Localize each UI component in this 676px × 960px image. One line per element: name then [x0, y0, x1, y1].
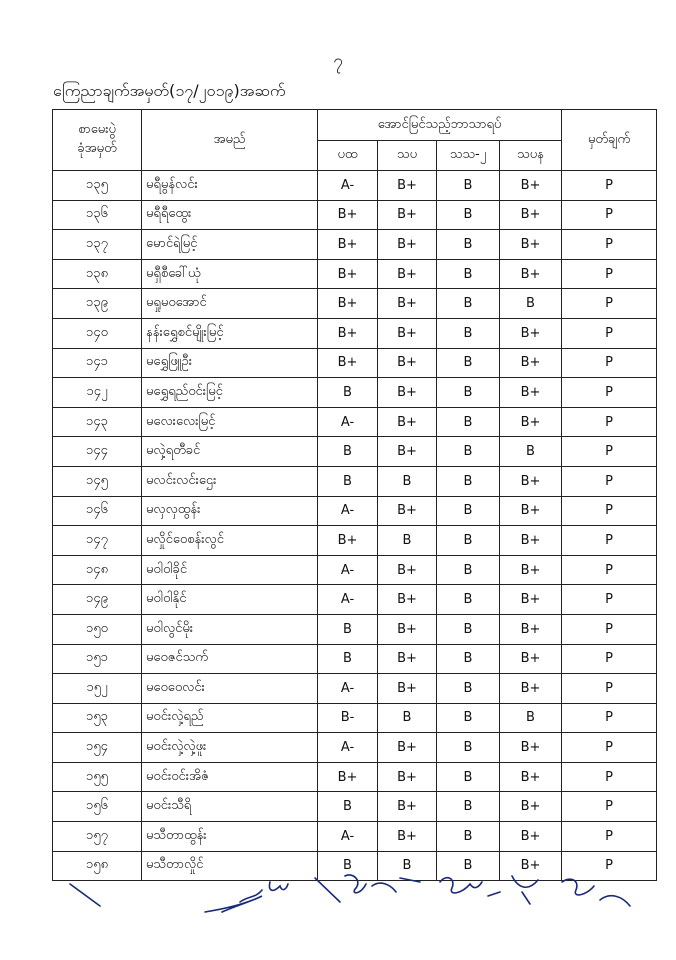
- results-table: [52, 109, 657, 881]
- grade-cell: B: [437, 792, 500, 822]
- roll-number-cell: ၁၄၁: [53, 348, 142, 378]
- remark-cell: P: [562, 703, 657, 733]
- roll-number-cell: ၁၄၂: [53, 378, 142, 408]
- grade-cell: B+: [378, 674, 437, 704]
- remark-cell: P: [562, 644, 657, 674]
- student-name-cell: မဝင်းဝင်းအိဇံ: [142, 762, 318, 792]
- grade-cell: B+: [500, 733, 562, 763]
- grade-cell: B+: [378, 200, 437, 230]
- grade-cell: B+: [500, 526, 562, 556]
- grade-cell: B: [437, 407, 500, 437]
- grade-cell: B: [437, 171, 500, 201]
- announcement-heading: ကြေညာချက်အမှတ်(၁၇/၂၀၁၉)အဆက်: [53, 81, 286, 100]
- grade-cell: B+: [500, 555, 562, 585]
- remark-cell: P: [562, 200, 657, 230]
- grade-cell: B+: [500, 585, 562, 615]
- table-row: [53, 171, 657, 201]
- remark-cell: P: [562, 407, 657, 437]
- student-name-cell: မသီတာထွန်း: [142, 822, 318, 852]
- grade-cell: B+: [500, 822, 562, 852]
- grade-cell: B: [437, 851, 500, 881]
- grade-cell: B+: [378, 230, 437, 260]
- grade-cell: B+: [318, 230, 378, 260]
- table-row: [53, 792, 657, 822]
- grade-cell: B: [500, 289, 562, 319]
- results-table-body: [53, 171, 657, 881]
- student-name-cell: မဝါဝါခိုင်: [142, 555, 318, 585]
- grade-cell: B: [437, 466, 500, 496]
- table-row: [53, 703, 657, 733]
- grade-cell: B: [437, 822, 500, 852]
- grade-cell: B: [500, 437, 562, 467]
- grade-cell: B: [318, 378, 378, 408]
- student-name-cell: မရီမွန်လင်း: [142, 171, 318, 201]
- grade-cell: B+: [318, 526, 378, 556]
- grade-cell: B: [318, 851, 378, 881]
- grade-cell: B+: [500, 614, 562, 644]
- student-name-cell: မလေးလေးမြင့်: [142, 407, 318, 437]
- roll-number-cell: ၁၃၈: [53, 259, 142, 289]
- grade-cell: A-: [318, 822, 378, 852]
- name-header: အမည်: [142, 110, 318, 171]
- grade-cell: B-: [318, 703, 378, 733]
- grade-cell: B: [437, 555, 500, 585]
- grade-cell: B: [437, 318, 500, 348]
- roll-number-cell: ၁၅၁: [53, 644, 142, 674]
- roll-number-cell: ၁၄၆: [53, 496, 142, 526]
- grade-cell: B+: [378, 644, 437, 674]
- student-name-cell: မဝင်းလှဲ့လှဲ့ဖူး: [142, 733, 318, 763]
- grade-cell: B+: [318, 259, 378, 289]
- table-row: [53, 466, 657, 496]
- student-name-cell: မသီတာလှိုင်: [142, 851, 318, 881]
- grade-cell: B: [318, 437, 378, 467]
- grade-cell: A-: [318, 585, 378, 615]
- remark-cell: P: [562, 496, 657, 526]
- grade-cell: B+: [500, 259, 562, 289]
- student-name-cell: မရီရီထွေး: [142, 200, 318, 230]
- roll-number-cell: ၁၅၃: [53, 703, 142, 733]
- student-name-cell: မလှိုင်ဝေစန်းလွင်: [142, 526, 318, 556]
- grade-cell: B+: [318, 200, 378, 230]
- grade-cell: B+: [318, 762, 378, 792]
- grade-cell: B+: [500, 851, 562, 881]
- roll-number-cell: ၁၅၇: [53, 822, 142, 852]
- student-name-cell: မဝေဝေလင်း: [142, 674, 318, 704]
- grade-cell: B: [437, 289, 500, 319]
- grade-cell: B: [437, 644, 500, 674]
- remark-cell: P: [562, 614, 657, 644]
- table-row: [53, 289, 657, 319]
- grade-cell: B+: [500, 466, 562, 496]
- grade-cell: B+: [378, 614, 437, 644]
- table-row: [53, 230, 657, 260]
- page-number: ၇: [333, 51, 343, 71]
- grade-cell: B: [437, 378, 500, 408]
- grade-cell: B: [437, 526, 500, 556]
- grade-cell: B: [437, 585, 500, 615]
- grade-cell: B+: [378, 171, 437, 201]
- grade-cell: B+: [500, 378, 562, 408]
- table-row: [53, 378, 657, 408]
- subject-header: သသ-၂: [437, 141, 500, 171]
- student-name-cell: မလင်းလင်းဌေး: [142, 466, 318, 496]
- table-row: [53, 644, 657, 674]
- student-name-cell: မရှုမဝအောင်: [142, 289, 318, 319]
- remark-cell: P: [562, 526, 657, 556]
- grade-cell: B+: [378, 822, 437, 852]
- grade-cell: B: [437, 733, 500, 763]
- student-name-cell: မရွှေဖြူဦး: [142, 348, 318, 378]
- grade-cell: A-: [318, 674, 378, 704]
- student-name-cell: မဝင်းလှဲ့ရည်: [142, 703, 318, 733]
- grade-cell: B: [437, 230, 500, 260]
- grade-cell: B+: [500, 644, 562, 674]
- grade-cell: B+: [378, 348, 437, 378]
- subject-header: ပထ: [318, 141, 378, 171]
- grade-cell: A-: [318, 733, 378, 763]
- roll-number-cell: ၁၄၄: [53, 437, 142, 467]
- grade-cell: B+: [500, 674, 562, 704]
- roll-number-cell: ၁၅၆: [53, 792, 142, 822]
- table-row: [53, 585, 657, 615]
- grade-cell: B+: [378, 437, 437, 467]
- table-row: [53, 437, 657, 467]
- grade-cell: B+: [378, 378, 437, 408]
- grade-cell: B: [318, 466, 378, 496]
- remark-cell: P: [562, 851, 657, 881]
- student-name-cell: မရှီစီခေါ်ယုံ: [142, 259, 318, 289]
- remark-cell: P: [562, 822, 657, 852]
- grade-cell: B+: [378, 762, 437, 792]
- remark-cell: P: [562, 171, 657, 201]
- grade-cell: B+: [500, 318, 562, 348]
- remark-cell: P: [562, 348, 657, 378]
- roll-header-line-1: စာမေးပွဲ: [78, 122, 116, 137]
- table-row: [53, 674, 657, 704]
- roll-number-cell: ၁၅၈: [53, 851, 142, 881]
- roll-number-cell: ၁၄၇: [53, 526, 142, 556]
- grade-cell: B: [378, 851, 437, 881]
- roll-number-cell: ၁၄၃: [53, 407, 142, 437]
- remark-cell: P: [562, 437, 657, 467]
- grade-cell: B+: [500, 496, 562, 526]
- remark-cell: P: [562, 555, 657, 585]
- grade-cell: B+: [378, 733, 437, 763]
- roll-number-cell: ၁၅၅: [53, 762, 142, 792]
- grade-cell: B: [378, 526, 437, 556]
- remark-cell: P: [562, 289, 657, 319]
- grade-cell: B: [500, 703, 562, 733]
- remark-cell: P: [562, 466, 657, 496]
- table-row: [53, 318, 657, 348]
- grade-cell: B+: [378, 318, 437, 348]
- grade-cell: B+: [318, 318, 378, 348]
- grade-cell: B+: [500, 407, 562, 437]
- roll-header-line-2: ခုံအမှတ်: [77, 141, 117, 156]
- table-row: [53, 526, 657, 556]
- grade-cell: B+: [500, 200, 562, 230]
- grade-cell: B: [378, 703, 437, 733]
- remark-header: မှတ်ချက်: [562, 110, 657, 171]
- remark-cell: P: [562, 230, 657, 260]
- passed-subjects-header: အောင်မြင်သည့်ဘာသာရပ်: [318, 110, 562, 141]
- roll-number-cell: ၁၄၅: [53, 466, 142, 496]
- table-row: [53, 348, 657, 378]
- grade-cell: A-: [318, 407, 378, 437]
- grade-cell: B+: [500, 762, 562, 792]
- roll-number-header: [53, 110, 142, 171]
- roll-number-cell: ၁၃၅: [53, 171, 142, 201]
- subject-header: သပန: [500, 141, 562, 171]
- student-name-cell: မဝင်းသီရိ: [142, 792, 318, 822]
- grade-cell: A-: [318, 171, 378, 201]
- grade-cell: A-: [318, 496, 378, 526]
- grade-cell: B: [437, 614, 500, 644]
- table-row: [53, 496, 657, 526]
- table-row: [53, 259, 657, 289]
- grade-cell: B: [318, 644, 378, 674]
- roll-number-cell: ၁၃၉: [53, 289, 142, 319]
- grade-cell: A-: [318, 555, 378, 585]
- remark-cell: P: [562, 378, 657, 408]
- table-row: [53, 822, 657, 852]
- student-name-cell: မလှလှထွန်း: [142, 496, 318, 526]
- roll-number-cell: ၁၃၆: [53, 200, 142, 230]
- grade-cell: B+: [500, 171, 562, 201]
- table-row: [53, 200, 657, 230]
- grade-cell: B: [318, 614, 378, 644]
- grade-cell: B+: [318, 289, 378, 319]
- grade-cell: B: [437, 496, 500, 526]
- table-row: [53, 733, 657, 763]
- grade-cell: B+: [318, 348, 378, 378]
- student-name-cell: မောင်ရဲမြင့်: [142, 230, 318, 260]
- student-name-cell: နန်းရွှေစင်မျိုးမြင့်: [142, 318, 318, 348]
- remark-cell: P: [562, 674, 657, 704]
- table-row: [53, 762, 657, 792]
- grade-cell: B+: [378, 585, 437, 615]
- grade-cell: B: [437, 259, 500, 289]
- remark-cell: P: [562, 762, 657, 792]
- remark-cell: P: [562, 318, 657, 348]
- grade-cell: B+: [378, 792, 437, 822]
- grade-cell: B: [437, 200, 500, 230]
- roll-number-cell: ၁၄၈: [53, 555, 142, 585]
- remark-cell: P: [562, 733, 657, 763]
- table-row: [53, 407, 657, 437]
- roll-number-cell: ၁၄၉: [53, 585, 142, 615]
- student-name-cell: မဝါလွင်မိုး: [142, 614, 318, 644]
- grade-cell: B+: [378, 289, 437, 319]
- roll-number-cell: ၁၃၇: [53, 230, 142, 260]
- grade-cell: B+: [378, 555, 437, 585]
- grade-cell: B+: [378, 496, 437, 526]
- subject-header: သပ: [378, 141, 437, 171]
- grade-cell: B: [378, 466, 437, 496]
- roll-number-cell: ၁၅၄: [53, 733, 142, 763]
- grade-cell: B: [437, 703, 500, 733]
- student-name-cell: မဝေဇင်သက်: [142, 644, 318, 674]
- roll-number-cell: ၁၅၀: [53, 614, 142, 644]
- grade-cell: B+: [378, 407, 437, 437]
- roll-number-cell: ၁၅၂: [53, 674, 142, 704]
- student-name-cell: မလှဲ့ရတီခင်: [142, 437, 318, 467]
- grade-cell: B+: [500, 348, 562, 378]
- table-row: [53, 614, 657, 644]
- roll-number-cell: ၁၄၀: [53, 318, 142, 348]
- grade-cell: B+: [500, 792, 562, 822]
- table-row: [53, 555, 657, 585]
- grade-cell: B: [437, 674, 500, 704]
- grade-cell: B: [437, 762, 500, 792]
- remark-cell: P: [562, 259, 657, 289]
- grade-cell: B+: [378, 259, 437, 289]
- grade-cell: B: [437, 437, 500, 467]
- remark-cell: P: [562, 585, 657, 615]
- grade-cell: B: [318, 792, 378, 822]
- student-name-cell: မရွှေရည်ဝင်းမြင့်: [142, 378, 318, 408]
- grade-cell: B+: [500, 230, 562, 260]
- student-name-cell: မဝါဝါနိုင်: [142, 585, 318, 615]
- grade-cell: B: [437, 348, 500, 378]
- remark-cell: P: [562, 792, 657, 822]
- handwritten-signatures-icon: [0, 872, 676, 952]
